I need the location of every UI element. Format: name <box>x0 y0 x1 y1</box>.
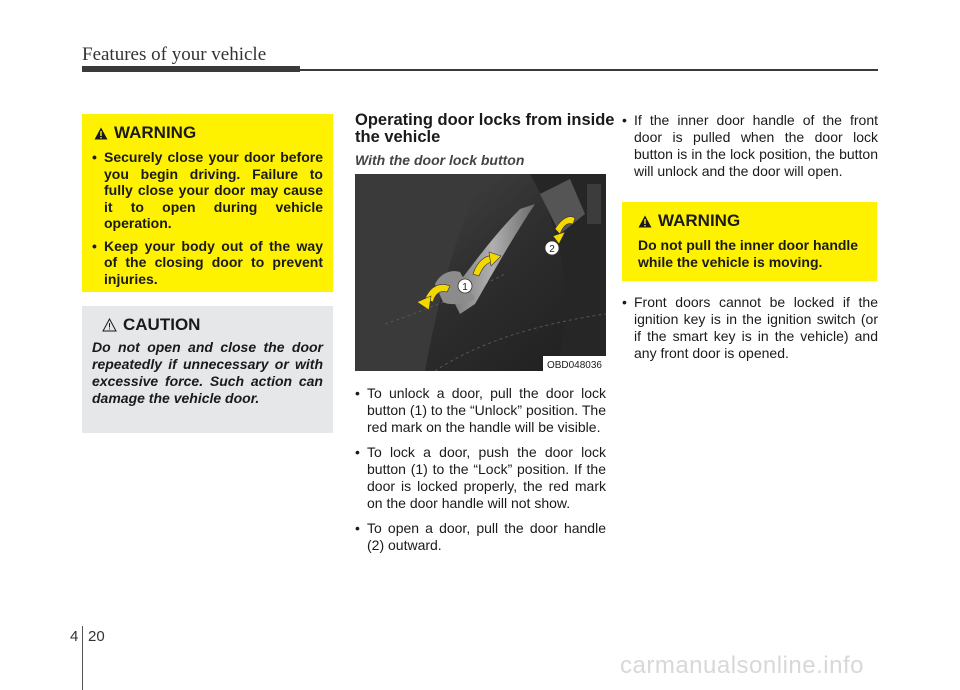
section-list <box>355 385 606 562</box>
right-list-bottom <box>622 294 878 370</box>
list-item: • If the inner door handle of the front door is pulled when the door lock button is in the lock position, the button will unlock and the door will open. <box>622 112 878 179</box>
warning-box-door-close <box>82 114 333 292</box>
callout-1: 1 <box>462 282 468 293</box>
caution-heading <box>82 306 333 335</box>
warning-list <box>82 149 333 287</box>
section-subtitle: With the door lock button <box>355 152 525 168</box>
caution-triangle-icon <box>102 318 117 332</box>
header-rule-thick <box>82 66 300 72</box>
chapter-number: 4 <box>70 628 79 645</box>
warning-title: WARNING <box>114 123 197 142</box>
footer-divider <box>82 626 83 690</box>
page-number: 20 <box>88 628 105 645</box>
photo-code: OBD048036 <box>546 360 602 371</box>
list-item: • Front doors cannot be locked if the ignition key is in the ignition switch (or if the smart key is in the vehicle) and any front door is opened. <box>622 294 878 361</box>
list-item: • To unlock a door, pull the door lock button (1) to the “Unlock” position. The red mark on the handle will be visible. <box>355 385 606 435</box>
list-item: • Securely close your door before you begin driving. Failure to fully close your door may cause it to open during vehicle operation. <box>92 149 323 231</box>
caution-title: CAUTION <box>123 315 201 334</box>
header-rule-thin <box>300 69 878 71</box>
warning-triangle-icon <box>638 215 652 228</box>
caution-box <box>82 306 333 433</box>
caution-body: Do not open and close the door repeatedly if unnecessary or with excessive force. Such action can damage the vehicle door. <box>92 339 323 406</box>
door-handle-photo <box>355 174 606 371</box>
warning-title: WARNING <box>658 211 741 230</box>
list-item: • Keep your body out of the way of the closing door to prevent injuries. <box>92 237 323 287</box>
section-title: Operating door locks from inside the vehicle <box>355 111 615 146</box>
warning-triangle-icon <box>94 127 108 140</box>
list-item: • To lock a door, push the door lock button (1) to the “Lock” position. If the door is locked properly, the red mark on the door handle will not show. <box>355 444 606 511</box>
warning-heading <box>622 202 877 231</box>
header-title: Features of your vehicle <box>82 44 267 65</box>
warning-box-handle <box>622 202 877 281</box>
callout-2: 2 <box>549 244 555 255</box>
warning-heading <box>82 114 333 143</box>
list-item: • To open a door, pull the door handle (2) outward. <box>355 520 606 553</box>
warning-body: Do not pull the inner door handle while the vehicle is moving. <box>638 237 859 270</box>
watermark: carmanualsonline.info <box>620 652 864 679</box>
right-list-top <box>622 112 878 188</box>
